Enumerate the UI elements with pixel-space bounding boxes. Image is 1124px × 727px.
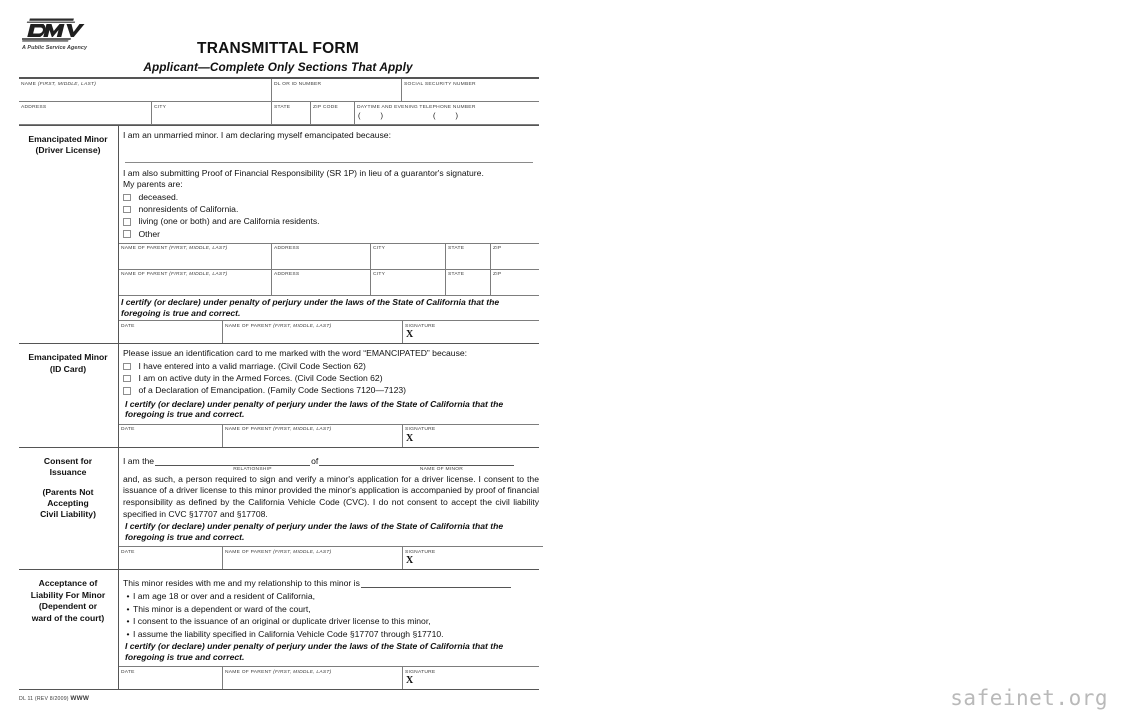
parent-city-field[interactable]: CITY (371, 270, 446, 295)
bullet-icon: • (126, 616, 130, 627)
field-zip-code[interactable]: ZIP CODE (311, 102, 355, 124)
signature-x-mark: X (406, 432, 414, 444)
checkbox-row[interactable]: deceased. (123, 192, 535, 204)
checkbox-icon[interactable] (123, 194, 131, 202)
checkbox-icon[interactable] (123, 218, 131, 226)
applicant-row-1 (19, 79, 539, 102)
section-acceptance-of-liability (19, 569, 539, 689)
i-am-the-label: I am the (123, 455, 155, 466)
checkbox-row[interactable]: living (one or both) and are California residents. (123, 216, 535, 228)
section-emancipated-minor-driver-license (19, 125, 539, 343)
section-emancipated-minor-id-card (19, 343, 539, 447)
certification-statement: I certify (or declare) under penalty of perjury under the laws of the State of California that the foregoing is true and correct. (125, 641, 504, 662)
s4-relationship-row (123, 574, 535, 588)
checkbox-row[interactable]: nonresidents of California. (123, 204, 535, 216)
s1-third-para: My parents are: (123, 179, 183, 190)
checkbox-row[interactable]: I have entered into a valid marriage. (Civil Code Section 62) (123, 361, 535, 373)
parent-address-field[interactable]: ADDRESS (272, 244, 371, 269)
s1-checkbox-list (123, 192, 535, 241)
field-name[interactable]: NAME (FIRST, MIDDLE, LAST) (19, 79, 272, 101)
relationship-blank[interactable] (155, 454, 310, 466)
section-label-consent-for-issuance: Consent for Issuance (Parents Not Accepting Civil Liability) (19, 448, 119, 570)
list-item: • I am age 18 or over and a resident of California, (123, 590, 535, 602)
parent-name-signature-field[interactable]: NAME OF PARENT (FIRST, MIDDLE, LAST) (223, 547, 403, 569)
s3-relationship-row (123, 452, 539, 466)
parent-info-row (119, 269, 539, 295)
parent-state-field[interactable]: STATE (446, 270, 491, 295)
checkbox-icon[interactable] (123, 375, 131, 383)
signature-strip (119, 320, 539, 343)
of-label: of (311, 455, 319, 466)
form-body (19, 77, 539, 690)
s3-blank-captions: RELATIONSHIP NAME OF MINOR (233, 466, 464, 472)
bottom-rule (19, 689, 539, 690)
s4-relationship-blank[interactable] (361, 576, 511, 588)
field-ssn[interactable]: SOCIAL SECURITY NUMBER (404, 81, 476, 87)
s1-second-para: I am also submitting Proof of Financial Responsibility (SR 1P) in lieu of a guarantor's signature. (123, 167, 484, 178)
checkbox-row[interactable]: I am on active duty in the Armed Forces. (Civil Code Section 62) (123, 373, 535, 385)
agency-tagline: A Public Service Agency (22, 45, 88, 51)
s4-bullet-list (123, 590, 535, 640)
signature-field[interactable]: SIGNATURE X (405, 323, 436, 341)
parent-city-field[interactable]: CITY (371, 244, 446, 269)
parent-zip-field[interactable]: ZIP (493, 272, 502, 278)
bullet-icon: • (126, 628, 130, 639)
signature-x-mark: X (406, 555, 414, 567)
section-label-acceptance-of-liability: Acceptance of Liability For Minor (Dependent or ward of the court) (19, 570, 119, 689)
certification-statement: I certify (or declare) under penalty of perjury under the laws of the State of California that the foregoing is true and correct. (121, 296, 500, 318)
signature-field[interactable]: SIGNATURE X (405, 427, 436, 444)
watermark: safeinet.org (950, 686, 1108, 710)
field-telephone[interactable]: DAYTIME AND EVENING TELEPHONE NUMBER ( ) ( ) (355, 102, 539, 124)
name-of-minor-blank[interactable] (319, 454, 514, 466)
parent-name-field[interactable]: NAME OF PARENT (FIRST, MIDDLE, LAST) (119, 270, 272, 295)
checkbox-row[interactable]: Other (123, 229, 535, 241)
parent-zip-field[interactable]: ZIP (493, 246, 502, 252)
date-field[interactable]: DATE (119, 321, 223, 343)
checkbox-row[interactable]: of a Declaration of Emancipation. (Family Code Sections 7120—7123) (123, 385, 535, 397)
signature-strip (119, 546, 543, 569)
section-label-emancipated-minor-dl: Emancipated Minor (Driver License) (19, 126, 119, 343)
signature-x-mark: X (406, 675, 414, 687)
applicant-row-2 (19, 102, 539, 125)
page-title: TRANSMITTAL FORM (197, 40, 359, 57)
checkbox-icon[interactable] (123, 363, 131, 371)
page-subtitle: Applicant—Complete Only Sections That Apply (143, 60, 413, 74)
field-city[interactable]: CITY (152, 102, 272, 124)
signature-strip (119, 666, 539, 689)
s3-body: and, as such, a person required to sign and verify a minor's application for a driver license. I consent to the issuance of a driver license to this minor provided the minor's application is accompanied by proof of financial responsibility as defined by the California Vehicle Code (CVC). I do not consent to accept the civil liability specified in CVC §17707 and §17708. (123, 473, 539, 519)
s1-intro: I am an unmarried minor. I am declaring myself emancipated because: (123, 130, 391, 140)
parent-name-signature-field[interactable]: NAME OF PARENT (FIRST, MIDDLE, LAST) (223, 667, 403, 689)
signature-field[interactable]: SIGNATURE X (405, 549, 436, 567)
list-item: • I consent to the issuance of an original or duplicate driver license to this minor, (123, 615, 535, 627)
bullet-icon: • (126, 603, 130, 614)
certification-statement: I certify (or declare) under penalty of perjury under the laws of the State of California that the foregoing is true and correct. (125, 398, 504, 420)
date-field[interactable]: DATE (119, 547, 223, 569)
signature-x-mark: X (406, 329, 414, 341)
parent-name-signature-field[interactable]: NAME OF PARENT (FIRST, MIDDLE, LAST) (223, 425, 403, 447)
list-item: • I assume the liability specified in California Vehicle Code §17707 through §17710. (123, 628, 535, 640)
list-item: • This minor is a dependent or ward of the court, (123, 603, 535, 615)
section-consent-for-issuance (19, 447, 539, 570)
section-label-emancipated-minor-id: Emancipated Minor (ID Card) (19, 344, 119, 447)
signature-strip (119, 424, 539, 447)
phone-parens: ( ) ( ) (358, 110, 458, 120)
bullet-icon: • (126, 591, 130, 602)
parent-info-row (119, 243, 539, 269)
field-state[interactable]: STATE (272, 102, 311, 124)
signature-field[interactable]: SIGNATURE X (405, 669, 436, 687)
s2-checkbox-list (123, 361, 535, 397)
checkbox-icon[interactable] (123, 230, 131, 238)
checkbox-icon[interactable] (123, 206, 131, 214)
certification-statement: I certify (or declare) under penalty of perjury under the laws of the State of California that the foregoing is true and correct. (125, 521, 504, 542)
parent-name-signature-field[interactable]: NAME OF PARENT (FIRST, MIDDLE, LAST) (223, 321, 403, 343)
parent-state-field[interactable]: STATE (446, 244, 491, 269)
s4-intro-label: This minor resides with me and my relationship to this minor is (123, 578, 360, 589)
field-dl-id-number[interactable]: DL OR ID NUMBER (272, 79, 402, 101)
field-address[interactable]: ADDRESS (19, 102, 152, 124)
checkbox-icon[interactable] (123, 387, 131, 395)
s1-reason-blank[interactable] (125, 145, 533, 163)
form-revision-id: DL 11 (REV 8/2009) WWW (19, 695, 90, 702)
parent-name-field[interactable]: NAME OF PARENT (FIRST, MIDDLE, LAST) (119, 244, 272, 269)
date-field[interactable]: DATE (119, 425, 223, 447)
parent-address-field[interactable]: ADDRESS (272, 270, 371, 295)
s2-intro: Please issue an identification card to me marked with the word “EMANCIPATED” because: (123, 348, 468, 359)
date-field[interactable]: DATE (119, 667, 223, 689)
